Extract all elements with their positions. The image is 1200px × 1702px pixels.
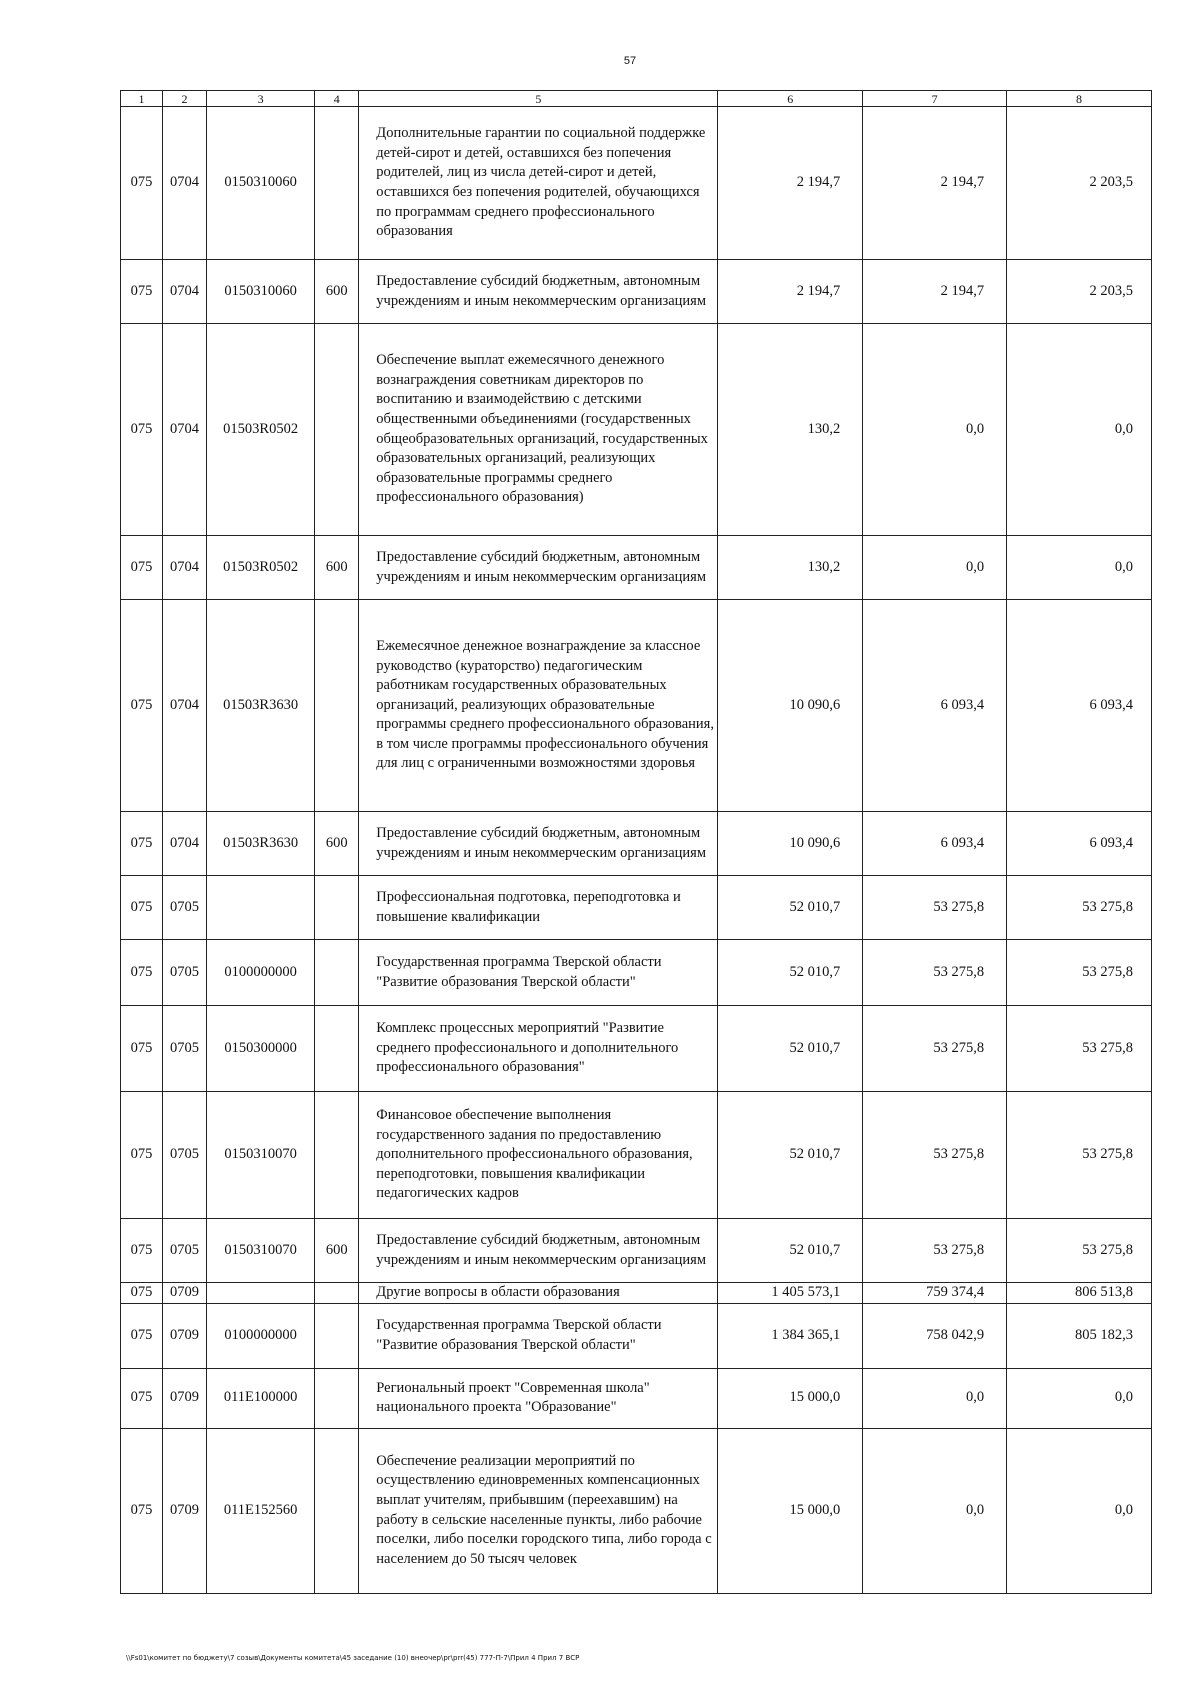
cell-admin: 075 <box>121 536 163 600</box>
cell-amount-2: 6 093,4 <box>863 812 1007 876</box>
cell-amount-1: 2 194,7 <box>718 260 863 324</box>
cell-description: Предоставление субсидий бюджетным, автономным учреждениям и иным некоммерческим организациям <box>359 812 718 876</box>
cell-amount-2: 758 042,9 <box>863 1303 1007 1368</box>
cell-amount-3: 805 182,3 <box>1007 1303 1152 1368</box>
cell-target: 01503R3630 <box>207 812 315 876</box>
cell-section: 0704 <box>162 812 206 876</box>
cell-expense-type <box>315 1303 359 1368</box>
cell-amount-3: 806 513,8 <box>1007 1283 1152 1304</box>
cell-amount-1: 10 090,6 <box>718 812 863 876</box>
column-header: 4 <box>315 91 359 107</box>
cell-description: Государственная программа Тверской области "Развитие образования Тверской области" <box>359 940 718 1006</box>
cell-amount-3: 0,0 <box>1007 1368 1152 1428</box>
table-row <box>121 1006 1152 1092</box>
budget-table <box>120 90 1152 1594</box>
cell-section: 0705 <box>162 1219 206 1283</box>
cell-admin: 075 <box>121 260 163 324</box>
cell-target: 01503R3630 <box>207 600 315 812</box>
cell-target: 0150310060 <box>207 107 315 260</box>
cell-section: 0704 <box>162 324 206 536</box>
cell-expense-type <box>315 600 359 812</box>
cell-amount-3: 0,0 <box>1007 1428 1152 1593</box>
cell-target: 01503R0502 <box>207 536 315 600</box>
cell-target <box>207 876 315 940</box>
cell-admin: 075 <box>121 1092 163 1219</box>
cell-section: 0704 <box>162 107 206 260</box>
cell-amount-1: 52 010,7 <box>718 1006 863 1092</box>
cell-admin: 075 <box>121 812 163 876</box>
cell-amount-1: 10 090,6 <box>718 600 863 812</box>
table-row <box>121 107 1152 260</box>
column-header: 5 <box>359 91 718 107</box>
cell-target: 0150310060 <box>207 260 315 324</box>
cell-target: 011E152560 <box>207 1428 315 1593</box>
cell-amount-3: 0,0 <box>1007 324 1152 536</box>
cell-target: 01503R0502 <box>207 324 315 536</box>
cell-description: Обеспечение реализации мероприятий по осуществлению единовременных компенсационных выплат учителям, прибывшим (переехавшим) на работу в сельские населенные пункты, либо рабочие поселки, либо поселки городского типа, либо города с населением до 50 тысяч человек <box>359 1428 718 1593</box>
cell-section: 0704 <box>162 536 206 600</box>
cell-expense-type <box>315 1006 359 1092</box>
cell-amount-2: 6 093,4 <box>863 600 1007 812</box>
cell-amount-1: 52 010,7 <box>718 1092 863 1219</box>
cell-admin: 075 <box>121 1219 163 1283</box>
table-row <box>121 876 1152 940</box>
cell-amount-2: 0,0 <box>863 536 1007 600</box>
table-row <box>121 1303 1152 1368</box>
cell-section: 0709 <box>162 1303 206 1368</box>
cell-description: Другие вопросы в области образования <box>359 1283 718 1304</box>
cell-description: Региональный проект "Современная школа" национального проекта "Образование" <box>359 1368 718 1428</box>
table-row <box>121 1283 1152 1304</box>
cell-amount-3: 53 275,8 <box>1007 940 1152 1006</box>
column-header: 7 <box>863 91 1007 107</box>
cell-amount-1: 52 010,7 <box>718 1219 863 1283</box>
cell-admin: 075 <box>121 1303 163 1368</box>
table-row <box>121 600 1152 812</box>
file-path-footer: \\Fs01\комитет по бюджету\7 созыв\Документы комитета\45 заседание (10) внеочер\pr\prr(45) 777-П-7\Прил 4 Прил 7 ВСР <box>126 1654 580 1662</box>
cell-amount-1: 1 405 573,1 <box>718 1283 863 1304</box>
table-row <box>121 940 1152 1006</box>
cell-description: Дополнительные гарантии по социальной поддержке детей-сирот и детей, оставшихся без попечения родителей, лиц из числа детей-сирот и детей, оставшихся без попечения родителей, обучающихся по программам среднего профессионального образования <box>359 107 718 260</box>
cell-expense-type: 600 <box>315 812 359 876</box>
cell-section: 0705 <box>162 1092 206 1219</box>
cell-amount-2: 0,0 <box>863 1368 1007 1428</box>
cell-amount-1: 2 194,7 <box>718 107 863 260</box>
column-header: 3 <box>207 91 315 107</box>
cell-admin: 075 <box>121 600 163 812</box>
cell-expense-type: 600 <box>315 260 359 324</box>
cell-amount-3: 2 203,5 <box>1007 107 1152 260</box>
cell-description: Предоставление субсидий бюджетным, автономным учреждениям и иным некоммерческим организациям <box>359 260 718 324</box>
table-row <box>121 260 1152 324</box>
cell-section: 0709 <box>162 1368 206 1428</box>
cell-amount-3: 0,0 <box>1007 536 1152 600</box>
cell-amount-1: 130,2 <box>718 324 863 536</box>
cell-admin: 075 <box>121 1428 163 1593</box>
cell-expense-type <box>315 1092 359 1219</box>
column-header: 1 <box>121 91 163 107</box>
cell-amount-2: 2 194,7 <box>863 107 1007 260</box>
cell-amount-3: 53 275,8 <box>1007 1006 1152 1092</box>
cell-amount-3: 53 275,8 <box>1007 1219 1152 1283</box>
cell-expense-type <box>315 940 359 1006</box>
cell-expense-type <box>315 876 359 940</box>
cell-target: 011E100000 <box>207 1368 315 1428</box>
cell-amount-3: 6 093,4 <box>1007 600 1152 812</box>
cell-section: 0709 <box>162 1283 206 1304</box>
cell-section: 0704 <box>162 260 206 324</box>
cell-amount-2: 0,0 <box>863 324 1007 536</box>
cell-amount-2: 53 275,8 <box>863 940 1007 1006</box>
cell-amount-2: 759 374,4 <box>863 1283 1007 1304</box>
cell-target: 0100000000 <box>207 940 315 1006</box>
cell-expense-type: 600 <box>315 1219 359 1283</box>
cell-description: Предоставление субсидий бюджетным, автономным учреждениям и иным некоммерческим организациям <box>359 536 718 600</box>
cell-amount-1: 15 000,0 <box>718 1428 863 1593</box>
cell-description: Предоставление субсидий бюджетным, автономным учреждениям и иным некоммерческим организациям <box>359 1219 718 1283</box>
cell-amount-3: 2 203,5 <box>1007 260 1152 324</box>
cell-target: 0150300000 <box>207 1006 315 1092</box>
cell-section: 0705 <box>162 876 206 940</box>
cell-admin: 075 <box>121 1368 163 1428</box>
cell-amount-3: 6 093,4 <box>1007 812 1152 876</box>
table-row <box>121 1368 1152 1428</box>
cell-amount-2: 53 275,8 <box>863 1092 1007 1219</box>
cell-amount-2: 2 194,7 <box>863 260 1007 324</box>
table-row <box>121 1092 1152 1219</box>
cell-admin: 075 <box>121 324 163 536</box>
cell-admin: 075 <box>121 940 163 1006</box>
cell-amount-2: 53 275,8 <box>863 876 1007 940</box>
cell-description: Государственная программа Тверской области "Развитие образования Тверской области" <box>359 1303 718 1368</box>
cell-amount-3: 53 275,8 <box>1007 1092 1152 1219</box>
cell-expense-type: 600 <box>315 536 359 600</box>
cell-description: Обеспечение выплат ежемесячного денежного вознаграждения советникам директоров по воспитанию и взаимодействию с детскими общественными объединениями (государственных общеобразовательных организаций, государственных образовательных организаций, реализующих образовательные программы среднего профессионального образования) <box>359 324 718 536</box>
cell-description: Профессиональная подготовка, переподготовка и повышение квалификации <box>359 876 718 940</box>
table-row <box>121 1428 1152 1593</box>
cell-target <box>207 1283 315 1304</box>
cell-amount-2: 0,0 <box>863 1428 1007 1593</box>
cell-amount-3: 53 275,8 <box>1007 876 1152 940</box>
table-row <box>121 324 1152 536</box>
column-header: 8 <box>1007 91 1152 107</box>
cell-admin: 075 <box>121 1006 163 1092</box>
cell-amount-1: 52 010,7 <box>718 940 863 1006</box>
cell-amount-1: 1 384 365,1 <box>718 1303 863 1368</box>
table-row <box>121 536 1152 600</box>
table-header-row <box>121 91 1152 107</box>
cell-admin: 075 <box>121 876 163 940</box>
cell-target: 0150310070 <box>207 1219 315 1283</box>
cell-admin: 075 <box>121 107 163 260</box>
cell-description: Ежемесячное денежное вознаграждение за классное руководство (кураторство) педагогическим работникам государственных образовательных организаций, реализующих образовательные программы среднего профессионального образования, в том числе программы профессионального обучения для лиц с ограниченными возможностями здоровья <box>359 600 718 812</box>
cell-description: Комплекс процессных мероприятий "Развитие среднего профессионального и дополнительного профессионального образования" <box>359 1006 718 1092</box>
column-header: 2 <box>162 91 206 107</box>
page-number: 57 <box>623 55 637 67</box>
cell-description: Финансовое обеспечение выполнения государственного задания по предоставлению дополнительного профессионального образования, переподготовки, повышения квалификации педагогических кадров <box>359 1092 718 1219</box>
table-row <box>121 1219 1152 1283</box>
cell-amount-2: 53 275,8 <box>863 1006 1007 1092</box>
cell-amount-2: 53 275,8 <box>863 1219 1007 1283</box>
cell-expense-type <box>315 1428 359 1593</box>
cell-section: 0709 <box>162 1428 206 1593</box>
cell-expense-type <box>315 1283 359 1304</box>
cell-expense-type <box>315 107 359 260</box>
cell-amount-1: 15 000,0 <box>718 1368 863 1428</box>
cell-target: 0100000000 <box>207 1303 315 1368</box>
cell-target: 0150310070 <box>207 1092 315 1219</box>
column-header: 6 <box>718 91 863 107</box>
cell-expense-type <box>315 324 359 536</box>
cell-amount-1: 130,2 <box>718 536 863 600</box>
cell-amount-1: 52 010,7 <box>718 876 863 940</box>
cell-section: 0705 <box>162 1006 206 1092</box>
cell-section: 0705 <box>162 940 206 1006</box>
table-row <box>121 812 1152 876</box>
cell-expense-type <box>315 1368 359 1428</box>
cell-admin: 075 <box>121 1283 163 1304</box>
cell-section: 0704 <box>162 600 206 812</box>
